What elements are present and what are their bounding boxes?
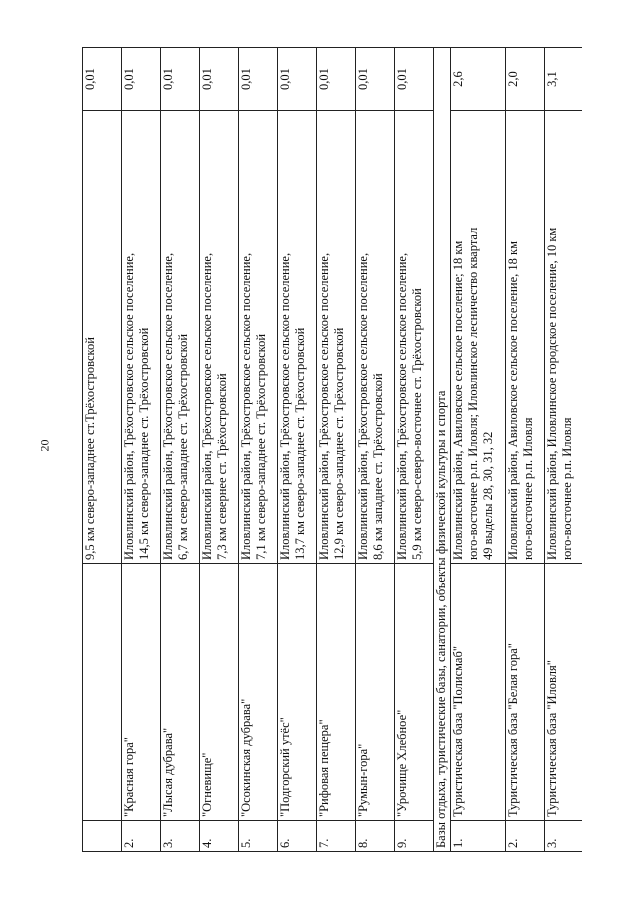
row-number-cell: 6. bbox=[278, 821, 317, 852]
location-line: юго-восточнее р.п. Иловля bbox=[521, 417, 535, 560]
row-value-cell: 0,01 bbox=[122, 48, 161, 111]
row-value-cell: 0,01 bbox=[161, 48, 200, 111]
objects-table bbox=[82, 47, 582, 852]
location-line: 49 выделы 28, 30, 31, 32 bbox=[481, 431, 495, 560]
row-value-cell: 2,0 bbox=[506, 48, 545, 111]
row-value-cell: 0,01 bbox=[317, 48, 356, 111]
row-location-cell bbox=[200, 111, 239, 564]
row-location-cell bbox=[356, 111, 395, 564]
row-value-cell: 0,01 bbox=[83, 48, 122, 111]
row-number-cell: 7. bbox=[317, 821, 356, 852]
table-row bbox=[122, 48, 161, 852]
location-line: 7,1 км северо-западнее ст. Трёхостровской bbox=[254, 333, 268, 560]
page-number: 20 bbox=[37, 439, 52, 452]
row-name-cell: "Красная гора" bbox=[122, 564, 161, 821]
row-value-cell: 3,1 bbox=[545, 48, 583, 111]
table-row bbox=[356, 48, 395, 852]
row-name-cell: "Урочище Хлебное" bbox=[395, 564, 434, 821]
location-line: 6,7 км северо-западнее ст. Трёхостровской bbox=[176, 333, 190, 560]
location-line: Иловлинский район, Трёхостровское сельское поселение, bbox=[395, 252, 409, 560]
rotated-table bbox=[82, 47, 582, 852]
row-location-cell: 9,5 км северо-западнее ст.Трёхостровской bbox=[83, 111, 122, 564]
table-row bbox=[395, 48, 434, 852]
row-number-cell: 5. bbox=[239, 821, 278, 852]
row-name-cell: "Огневище" bbox=[200, 564, 239, 821]
table-row bbox=[506, 48, 545, 852]
row-value-cell: 0,01 bbox=[395, 48, 434, 111]
location-line: Иловлинский район, Трёхостровское сельское поселение, bbox=[317, 252, 331, 560]
table-row bbox=[317, 48, 356, 852]
row-location-cell bbox=[545, 111, 583, 564]
table-frame bbox=[82, 47, 582, 852]
row-location-cell bbox=[239, 111, 278, 564]
row-number-cell: 3. bbox=[545, 821, 583, 852]
row-name-cell: Туристическая база "Полисмаб" bbox=[451, 564, 506, 821]
row-number-cell: 2. bbox=[506, 821, 545, 852]
location-line: 14,5 км северо-западнее ст. Трёхостровской bbox=[137, 327, 151, 560]
location-line: Иловлинский район, Трёхостровское сельское поселение, bbox=[239, 252, 253, 560]
location-line: 7,3 км севернее ст. Трёхостровской bbox=[215, 373, 229, 560]
location-line: 8,6 км западнее ст. Трёхостровской bbox=[371, 373, 385, 560]
section-header-row bbox=[434, 48, 451, 852]
table-row bbox=[161, 48, 200, 852]
row-name-cell: "Рифовая пещера" bbox=[317, 564, 356, 821]
row-number-cell: 9. bbox=[395, 821, 434, 852]
location-line: Иловлинский район, Трёхостровское сельское поселение, bbox=[278, 252, 292, 560]
row-location-cell bbox=[278, 111, 317, 564]
location-line: Иловлинский район, Авиловское сельское поселение, 18 км bbox=[506, 241, 520, 560]
row-name-cell bbox=[83, 564, 122, 821]
row-value-cell: 0,01 bbox=[278, 48, 317, 111]
row-value-cell: 0,01 bbox=[239, 48, 278, 111]
row-number-cell: 8. bbox=[356, 821, 395, 852]
row-location-cell bbox=[506, 111, 545, 564]
row-location-cell bbox=[122, 111, 161, 564]
row-location-cell bbox=[317, 111, 356, 564]
row-number-cell: 3. bbox=[161, 821, 200, 852]
row-number-cell: 1. bbox=[451, 821, 506, 852]
row-value-cell: 0,01 bbox=[200, 48, 239, 111]
location-line: юго-восточнее р.п. Иловля; Иловлинское лесничество квартал bbox=[466, 227, 480, 560]
table-row bbox=[83, 48, 122, 852]
location-line: Иловлинский район, Трёхостровское сельское поселение, bbox=[161, 252, 175, 560]
row-name-cell: Туристическая база "Белая гора" bbox=[506, 564, 545, 821]
location-line: 13,7 км северо-западнее ст. Трёхостровской bbox=[293, 327, 307, 560]
table-row bbox=[545, 48, 583, 852]
location-line: Иловлинский район, Трёхостровское сельское поселение, bbox=[200, 252, 214, 560]
row-value-cell: 0,01 bbox=[356, 48, 395, 111]
location-line: 5,9 км северо-северо-восточнее ст. Трёхостровской bbox=[410, 288, 424, 560]
row-name-cell: Туристическая база "Иловля" bbox=[545, 564, 583, 821]
row-number-cell bbox=[83, 821, 122, 852]
section-header: Базы отдыха, туристические базы, санатории, объекты физической культуры и спорта bbox=[434, 48, 451, 852]
table-row bbox=[278, 48, 317, 852]
row-location-cell bbox=[161, 111, 200, 564]
location-line: Иловлинский район, Трёхостровское сельское поселение, bbox=[122, 252, 136, 560]
table-row bbox=[451, 48, 506, 852]
row-location-cell bbox=[451, 111, 506, 564]
table-row bbox=[239, 48, 278, 852]
row-name-cell: "Лысая дубрава" bbox=[161, 564, 200, 821]
row-number-cell: 2. bbox=[122, 821, 161, 852]
table-row bbox=[200, 48, 239, 852]
location-line: Иловлинский район, Иловлинское городское поселение, 10 км bbox=[545, 227, 559, 560]
location-line: Иловлинский район, Трёхостровское сельское поселение, bbox=[356, 252, 370, 560]
location-line: юго-восточнее р.п. Иловля bbox=[560, 417, 574, 560]
row-location-cell bbox=[395, 111, 434, 564]
location-line: 12,9 км северо-западнее ст. Трёхостровской bbox=[332, 327, 346, 560]
location-line: Иловлинский район, Авиловское сельское поселение; 18 км bbox=[451, 240, 465, 560]
row-value-cell: 2,6 bbox=[451, 48, 506, 111]
row-name-cell: "Румын-гора" bbox=[356, 564, 395, 821]
row-number-cell: 4. bbox=[200, 821, 239, 852]
row-name-cell: "Подгорский утёс" bbox=[278, 564, 317, 821]
row-name-cell: "Осокинская дубрава" bbox=[239, 564, 278, 821]
